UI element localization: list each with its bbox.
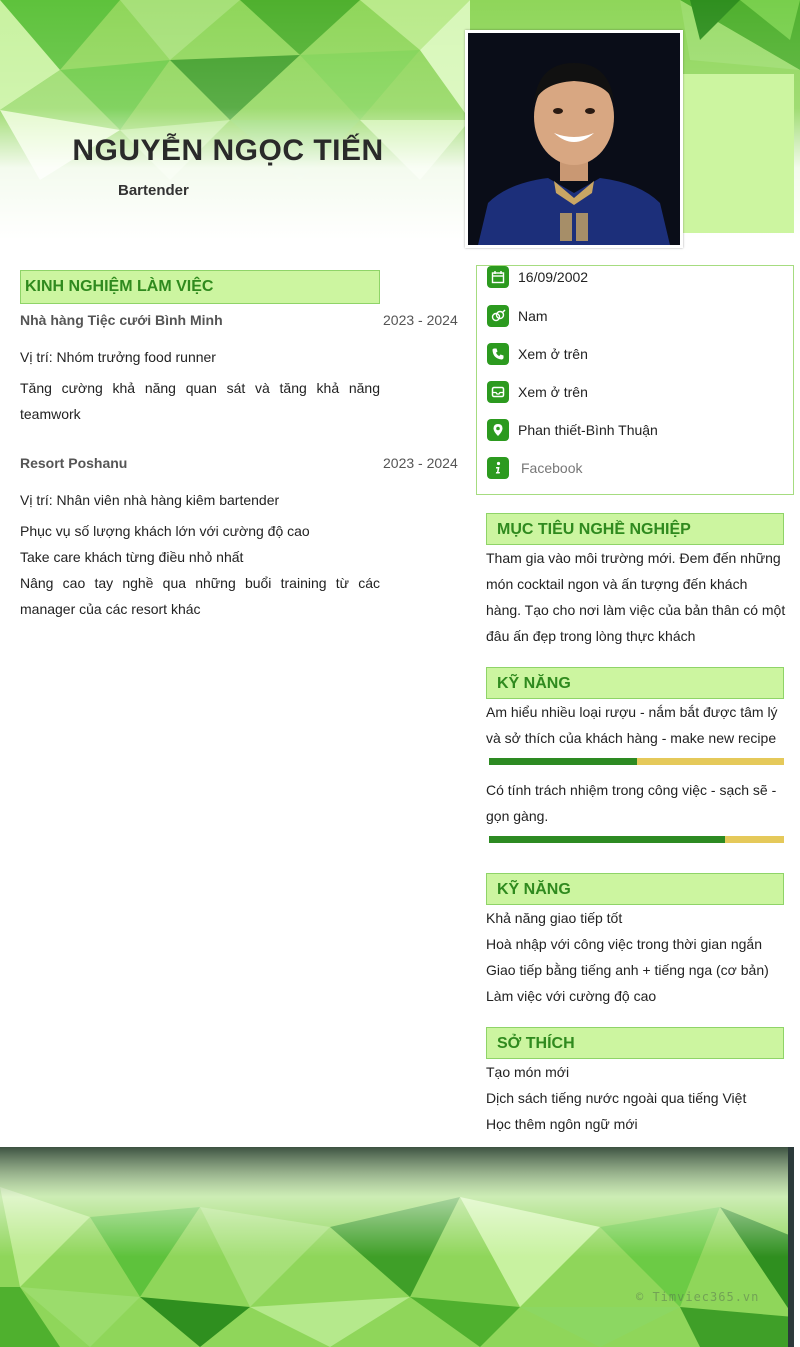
experience-detail: Take care khách từng điều nhỏ nhất [20,549,244,565]
skill-bar [489,836,784,843]
experience-section-title: KINH NGHIỆM LÀM VIỆC [20,270,380,304]
personal-info-box [476,265,794,495]
birthday-value: 16/09/2002 [518,269,589,285]
email-icon [487,381,509,403]
experience-date: 2023 - 2024 [383,312,458,328]
skill-label: Am hiểu nhiều loại rượu - nắm bắt được tâm lý và sở thích của khách hàng - make new recipe [486,704,778,746]
address-value: Phan thiết-Bình Thuận [518,422,658,438]
footer-polygon-art [0,1147,794,1347]
hobby-item: Học thêm ngôn ngữ mới [486,1116,638,1132]
gender-icon [487,305,509,327]
watermark: © Timviec365.vn [636,1290,760,1304]
info-icon [487,457,509,479]
info-row-gender [487,305,548,327]
footer-edge [788,1147,794,1347]
experience-detail: Tăng cường khả năng quan sát và tăng khả năng teamwork [20,380,380,422]
objective-text: Tham gia vào môi trường mới. Đem đến những món cocktail ngon và ấn tượng đến khách hàng. Tạo cho nơi làm việc của bản thân có một đâu ấn đẹp trong lòng thực khách [486,550,786,644]
experience-date: 2023 - 2024 [383,455,458,471]
experience-position: Vị trí: Nhân viên nhà hàng kiêm bartender [20,492,280,508]
experience-detail: Phục vụ số lượng khách lớn với cường độ cao [20,523,310,539]
gender-value: Nam [518,308,548,324]
skill-bar-fill [489,758,637,765]
info-row-address [487,419,658,441]
candidate-job-title: Bartender [118,182,189,199]
skills-list-section-title: KỸ NĂNG [486,873,784,905]
skills-section-title: KỸ NĂNG [486,667,784,699]
skill-label: Có tính trách nhiệm trong công việc - sạch sẽ - gọn gàng. [486,782,777,824]
skill-item: Hoà nhập với công việc trong thời gian ngắn [486,936,762,952]
skill-item: Làm việc với cường độ cao [486,988,657,1004]
candidate-name: NGUYỄN NGỌC TIẾN [72,134,384,167]
hobby-item: Dịch sách tiếng nước ngoài qua tiếng Việt [486,1090,747,1106]
hobby-item: Tạo món mới [486,1064,570,1080]
skill-item: Khả năng giao tiếp tốt [486,910,623,926]
facebook-link[interactable]: Facebook [521,460,583,476]
info-row-birthday [487,266,588,288]
skill-item: Giao tiếp bằng tiếng anh + tiếng nga (cơ bản) [486,962,769,978]
objective-section-title: MỤC TIÊU NGHỀ NGHIỆP [486,513,784,545]
photo-accent-box [680,74,794,233]
experience-company: Nhà hàng Tiệc cưới Bình Minh [20,312,223,328]
phone-icon [487,343,509,365]
experience-detail: Nâng cao tay nghề qua những buổi training từ các manager của các resort khác [20,575,380,617]
info-row-website [487,457,582,479]
email-value: Xem ở trên [518,384,588,400]
phone-value: Xem ở trên [518,346,588,362]
info-row-email [487,381,588,403]
info-row-phone [487,343,588,365]
experience-company: Resort Poshanu [20,455,128,471]
experience-position: Vị trí: Nhóm trưởng food runner [20,349,216,365]
skill-bar-fill [489,836,725,843]
skill-bar [489,758,784,765]
profile-photo [468,33,680,245]
profile-photo-frame [465,30,683,248]
footer-background [0,1147,794,1347]
location-icon [487,419,509,441]
calendar-icon [487,266,509,288]
hobbies-section-title: SỞ THÍCH [486,1027,784,1059]
